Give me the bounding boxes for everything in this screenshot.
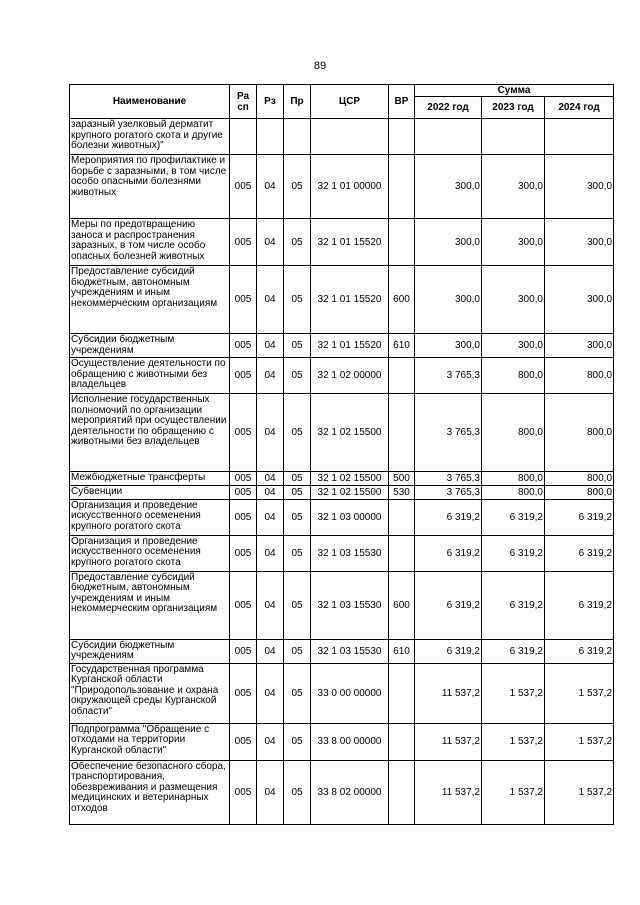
row-pr: 05 — [284, 535, 311, 571]
row-pr: 05 — [284, 394, 311, 472]
row-sum-2024: 1 537,2 — [545, 663, 614, 723]
row-ra: 005 — [230, 485, 257, 499]
row-ra: 005 — [230, 334, 257, 358]
row-csr: 33 8 00 00000 — [311, 723, 389, 760]
header-name: Наименование — [70, 85, 230, 119]
row-pr: 05 — [284, 723, 311, 760]
row-name: Предоставление субсидий бюджетным, автономным учреждениям и иным некоммерческим организациям — [70, 266, 230, 334]
header-vr: ВР — [389, 85, 415, 119]
table-row — [70, 535, 614, 571]
row-name: Субсидии бюджетным учреждениям — [70, 334, 230, 358]
header-pr: Пр — [284, 85, 311, 119]
row-rz: 04 — [257, 266, 284, 334]
header-2022: 2022 год — [415, 97, 482, 119]
row-pr: 05 — [284, 334, 311, 358]
row-sum-2023: 300,0 — [482, 266, 545, 334]
row-sum-2024: 300,0 — [545, 219, 614, 266]
table-row — [70, 334, 614, 358]
table-body — [70, 119, 614, 825]
row-sum-2024: 300,0 — [545, 155, 614, 219]
row-rz: 04 — [257, 219, 284, 266]
row-rz: 04 — [257, 723, 284, 760]
row-ra: 005 — [230, 571, 257, 639]
row-vr: 610 — [389, 639, 415, 663]
row-ra: 005 — [230, 358, 257, 394]
row-sum-2023: 800,0 — [482, 485, 545, 499]
row-sum-2023: 800,0 — [482, 358, 545, 394]
row-vr — [389, 535, 415, 571]
header-rz: Рз — [257, 85, 284, 119]
table-row — [70, 119, 614, 155]
row-sum-2022: 3 765,3 — [415, 485, 482, 499]
row-csr: 32 1 02 15500 — [311, 485, 389, 499]
row-sum-2023: 300,0 — [482, 334, 545, 358]
row-pr: 05 — [284, 571, 311, 639]
row-vr — [389, 155, 415, 219]
row-name: Предоставление субсидий бюджетным, автономным учреждениям и иным некоммерческим организациям — [70, 571, 230, 639]
row-csr: 32 1 01 15520 — [311, 266, 389, 334]
row-vr — [389, 358, 415, 394]
row-sum-2022: 300,0 — [415, 219, 482, 266]
row-sum-2022: 6 319,2 — [415, 499, 482, 535]
row-pr: 05 — [284, 358, 311, 394]
row-sum-2024: 1 537,2 — [545, 760, 614, 824]
row-ra: 005 — [230, 639, 257, 663]
page-number: 89 — [313, 60, 327, 72]
row-sum-2022: 6 319,2 — [415, 535, 482, 571]
row-sum-2023: 6 319,2 — [482, 535, 545, 571]
row-sum-2022: 3 765,3 — [415, 472, 482, 486]
table-row — [70, 639, 614, 663]
row-vr — [389, 219, 415, 266]
row-name: Мероприятия по профилактике и борьбе с заразными, в том числе особо опасными болезнями животных — [70, 155, 230, 219]
row-sum-2024: 800,0 — [545, 472, 614, 486]
row-csr: 32 1 03 00000 — [311, 499, 389, 535]
row-rz: 04 — [257, 535, 284, 571]
row-csr: 32 1 02 15500 — [311, 472, 389, 486]
row-rz: 04 — [257, 485, 284, 499]
table-row — [70, 663, 614, 723]
row-sum-2022: 6 319,2 — [415, 639, 482, 663]
table-row — [70, 485, 614, 499]
row-sum-2022: 300,0 — [415, 334, 482, 358]
row-pr: 05 — [284, 639, 311, 663]
header-sum: Сумма — [415, 85, 614, 97]
header-ra: Ра сп — [230, 85, 257, 119]
row-sum-2023: 6 319,2 — [482, 571, 545, 639]
row-vr — [389, 663, 415, 723]
row-ra: 005 — [230, 760, 257, 824]
table-header — [70, 85, 614, 119]
row-ra: 005 — [230, 155, 257, 219]
row-pr: 05 — [284, 472, 311, 486]
row-name: Организация и проведение искусственного осеменения крупного рогатого скота — [70, 535, 230, 571]
row-name: Осуществление деятельности по обращению с животными без владельцев — [70, 358, 230, 394]
row-vr: 610 — [389, 334, 415, 358]
header-2024: 2024 год — [545, 97, 614, 119]
row-ra — [230, 119, 257, 155]
row-pr: 05 — [284, 760, 311, 824]
row-vr — [389, 119, 415, 155]
row-sum-2023 — [482, 119, 545, 155]
row-sum-2024 — [545, 119, 614, 155]
table-row — [70, 571, 614, 639]
row-sum-2023: 1 537,2 — [482, 663, 545, 723]
row-pr: 05 — [284, 663, 311, 723]
table-row — [70, 266, 614, 334]
row-sum-2023: 1 537,2 — [482, 760, 545, 824]
budget-table — [69, 84, 614, 825]
row-pr: 05 — [284, 499, 311, 535]
row-sum-2024: 300,0 — [545, 266, 614, 334]
row-vr: 600 — [389, 266, 415, 334]
row-rz: 04 — [257, 499, 284, 535]
table-row — [70, 760, 614, 824]
row-ra: 005 — [230, 499, 257, 535]
row-name: Субсидии бюджетным учреждениям — [70, 639, 230, 663]
row-pr: 05 — [284, 266, 311, 334]
row-sum-2022: 300,0 — [415, 266, 482, 334]
row-rz: 04 — [257, 639, 284, 663]
row-name: заразный узелковый дерматит крупного рогатого скота и другие болезни животных)" — [70, 119, 230, 155]
row-sum-2024: 300,0 — [545, 334, 614, 358]
row-sum-2024: 800,0 — [545, 485, 614, 499]
row-rz: 04 — [257, 663, 284, 723]
row-csr: 32 1 01 15520 — [311, 334, 389, 358]
row-rz: 04 — [257, 155, 284, 219]
row-rz: 04 — [257, 334, 284, 358]
row-csr: 33 0 00 00000 — [311, 663, 389, 723]
table-row — [70, 472, 614, 486]
row-sum-2023: 6 319,2 — [482, 499, 545, 535]
row-csr: 32 1 01 00000 — [311, 155, 389, 219]
row-sum-2024: 6 319,2 — [545, 499, 614, 535]
row-sum-2024: 800,0 — [545, 394, 614, 472]
row-rz: 04 — [257, 472, 284, 486]
row-rz — [257, 119, 284, 155]
table-row — [70, 394, 614, 472]
row-name: Подпрограмма "Обращение с отходами на территории Курганской области" — [70, 723, 230, 760]
row-csr: 32 1 01 15520 — [311, 219, 389, 266]
row-sum-2022: 6 319,2 — [415, 571, 482, 639]
row-name: Межбюджетные трансферты — [70, 472, 230, 486]
row-sum-2023: 6 319,2 — [482, 639, 545, 663]
row-rz: 04 — [257, 571, 284, 639]
row-vr — [389, 723, 415, 760]
table-row — [70, 219, 614, 266]
row-sum-2024: 6 319,2 — [545, 639, 614, 663]
row-csr: 32 1 03 15530 — [311, 571, 389, 639]
row-sum-2022 — [415, 119, 482, 155]
row-vr: 530 — [389, 485, 415, 499]
row-rz: 04 — [257, 760, 284, 824]
row-csr: 32 1 02 00000 — [311, 358, 389, 394]
row-vr — [389, 499, 415, 535]
row-ra: 005 — [230, 219, 257, 266]
header-csr: ЦСР — [311, 85, 389, 119]
row-ra: 005 — [230, 535, 257, 571]
row-ra: 005 — [230, 472, 257, 486]
row-name: Меры по предотвращению заноса и распространения заразных, в том числе особо опасных болезней животных — [70, 219, 230, 266]
row-rz: 04 — [257, 358, 284, 394]
row-sum-2022: 11 537,2 — [415, 723, 482, 760]
row-ra: 005 — [230, 266, 257, 334]
row-pr — [284, 119, 311, 155]
row-sum-2022: 11 537,2 — [415, 760, 482, 824]
row-sum-2022: 300,0 — [415, 155, 482, 219]
row-sum-2024: 6 319,2 — [545, 535, 614, 571]
row-sum-2023: 300,0 — [482, 155, 545, 219]
row-sum-2024: 6 319,2 — [545, 571, 614, 639]
row-name: Субвенции — [70, 485, 230, 499]
table-row — [70, 155, 614, 219]
row-pr: 05 — [284, 485, 311, 499]
row-sum-2022: 3 765,3 — [415, 394, 482, 472]
row-sum-2023: 1 537,2 — [482, 723, 545, 760]
row-sum-2022: 3 765,3 — [415, 358, 482, 394]
row-csr: 32 1 03 15530 — [311, 639, 389, 663]
row-csr: 32 1 03 15530 — [311, 535, 389, 571]
row-sum-2023: 800,0 — [482, 394, 545, 472]
row-name: Организация и проведение искусственного осеменения крупного рогатого скота — [70, 499, 230, 535]
row-pr: 05 — [284, 219, 311, 266]
row-ra: 005 — [230, 663, 257, 723]
row-sum-2023: 300,0 — [482, 219, 545, 266]
row-name: Обеспечение безопасного сбора, транспортирования, обезвреживания и размещения медицинских и ветеринарных отходов — [70, 760, 230, 824]
row-name: Исполнение государственных полномочий по организации мероприятий при осуществлении деятельности по обращению с животными без владельцев — [70, 394, 230, 472]
row-vr — [389, 394, 415, 472]
row-sum-2024: 800,0 — [545, 358, 614, 394]
row-rz: 04 — [257, 394, 284, 472]
table-row — [70, 358, 614, 394]
row-vr: 500 — [389, 472, 415, 486]
row-ra: 005 — [230, 723, 257, 760]
row-csr: 32 1 02 15500 — [311, 394, 389, 472]
row-vr: 600 — [389, 571, 415, 639]
table-row — [70, 499, 614, 535]
row-name: Государственная программа Курганской области "Природопользование и охрана окружающей среды Курганской области" — [70, 663, 230, 723]
row-csr: 33 8 02 00000 — [311, 760, 389, 824]
row-pr: 05 — [284, 155, 311, 219]
row-sum-2024: 1 537,2 — [545, 723, 614, 760]
row-vr — [389, 760, 415, 824]
row-sum-2022: 11 537,2 — [415, 663, 482, 723]
table-row — [70, 723, 614, 760]
header-2023: 2023 год — [482, 97, 545, 119]
row-csr — [311, 119, 389, 155]
row-ra: 005 — [230, 394, 257, 472]
row-sum-2023: 800,0 — [482, 472, 545, 486]
